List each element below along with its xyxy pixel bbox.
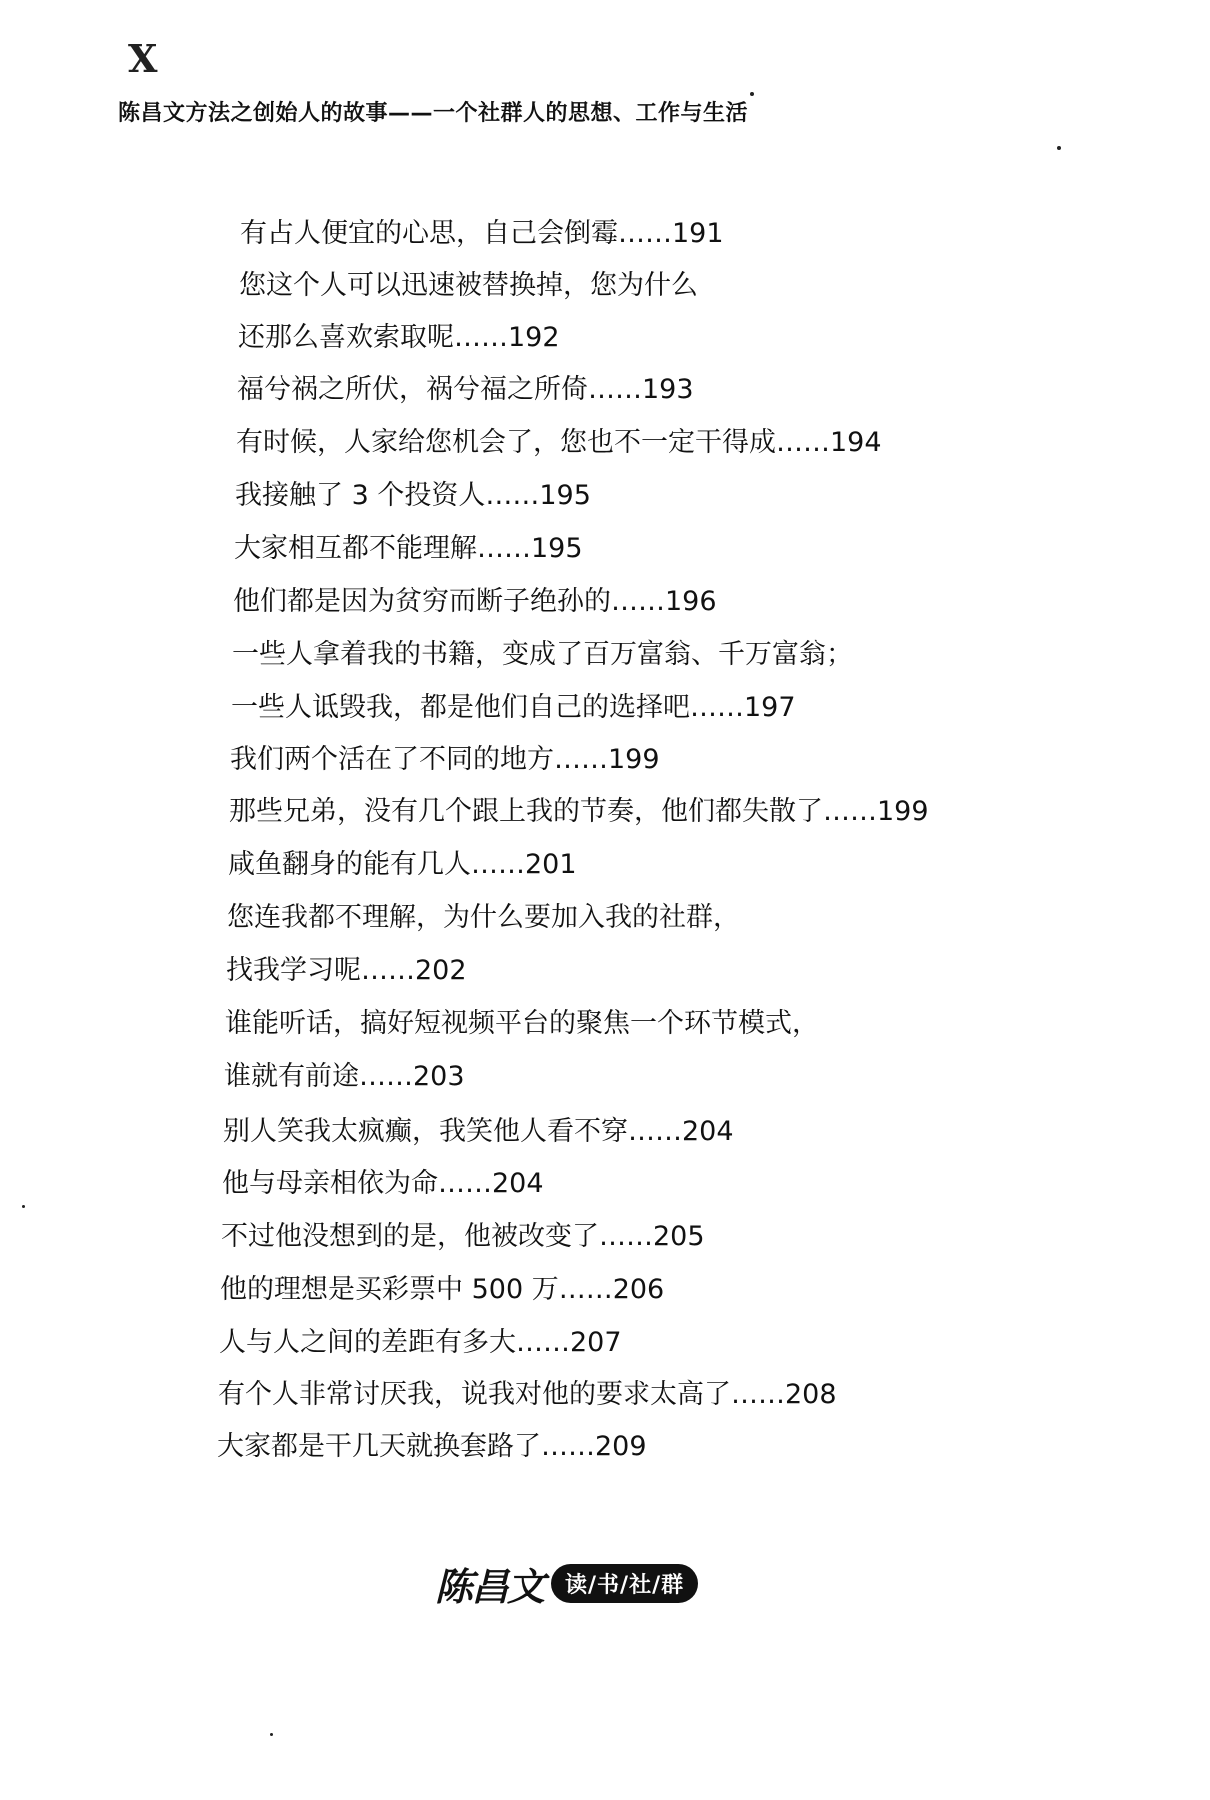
page-number: X	[128, 36, 158, 81]
toc-entry: 一些人诋毁我，都是他们自己的选择吧……197	[231, 692, 796, 723]
toc-entry: 他与母亲相依为命……204	[222, 1168, 544, 1199]
toc-entry: 有个人非常讨厌我，说我对他的要求太高了……208	[218, 1379, 837, 1410]
toc-entry: 别人笑我太疯癫，我笑他人看不穿……204	[223, 1116, 734, 1147]
logo-tag: 读/书/社/群	[551, 1564, 698, 1603]
toc-entry: 他们都是因为贫穷而断子绝孙的……196	[233, 586, 717, 617]
scan-speck	[22, 1205, 25, 1208]
toc-entry: 您这个人可以迅速被替换掉，您为什么	[239, 270, 698, 301]
toc-entry: 咸鱼翻身的能有几人……201	[228, 849, 577, 880]
scan-speck	[270, 1733, 273, 1736]
toc-entry: 人与人之间的差距有多大……207	[219, 1327, 622, 1358]
toc-entry: 您连我都不理解，为什么要加入我的社群，	[227, 902, 740, 933]
toc-entry: 大家相互都不能理解……195	[234, 533, 583, 564]
toc-entry: 有占人便宜的心思，自己会倒霉……191	[240, 218, 724, 249]
toc-entry: 我接触了 3 个投资人……195	[235, 480, 591, 511]
toc-entry: 我们两个活在了不同的地方……199	[230, 744, 660, 775]
running-header: 陈昌文方法之创始人的故事——一个社群人的思想、工作与生活	[118, 101, 749, 126]
toc-entry: 谁能听话，搞好短视频平台的聚焦一个环节模式，	[225, 1008, 819, 1039]
toc-entry: 福兮祸之所伏，祸兮福之所倚……193	[237, 374, 694, 405]
toc-entry: 找我学习呢……202	[226, 955, 467, 986]
logo-name: 陈昌文	[435, 1564, 544, 1609]
toc-entry: 那些兄弟，没有几个跟上我的节奏，他们都失散了……199	[229, 796, 929, 827]
toc-entry: 他的理想是买彩票中 500 万……206	[220, 1274, 665, 1305]
footer-logo	[435, 1556, 698, 1611]
toc-entry: 有时候，人家给您机会了，您也不一定干得成……194	[236, 427, 882, 458]
toc-entry: 一些人拿着我的书籍，变成了百万富翁、千万富翁；	[232, 639, 853, 670]
toc-entry: 谁就有前途……203	[224, 1061, 465, 1092]
toc-entry: 不过他没想到的是，他被改变了……205	[221, 1221, 705, 1252]
toc-entry: 还那么喜欢索取呢……192	[238, 322, 560, 353]
toc-entry: 大家都是干几天就换套路了……209	[217, 1431, 647, 1462]
